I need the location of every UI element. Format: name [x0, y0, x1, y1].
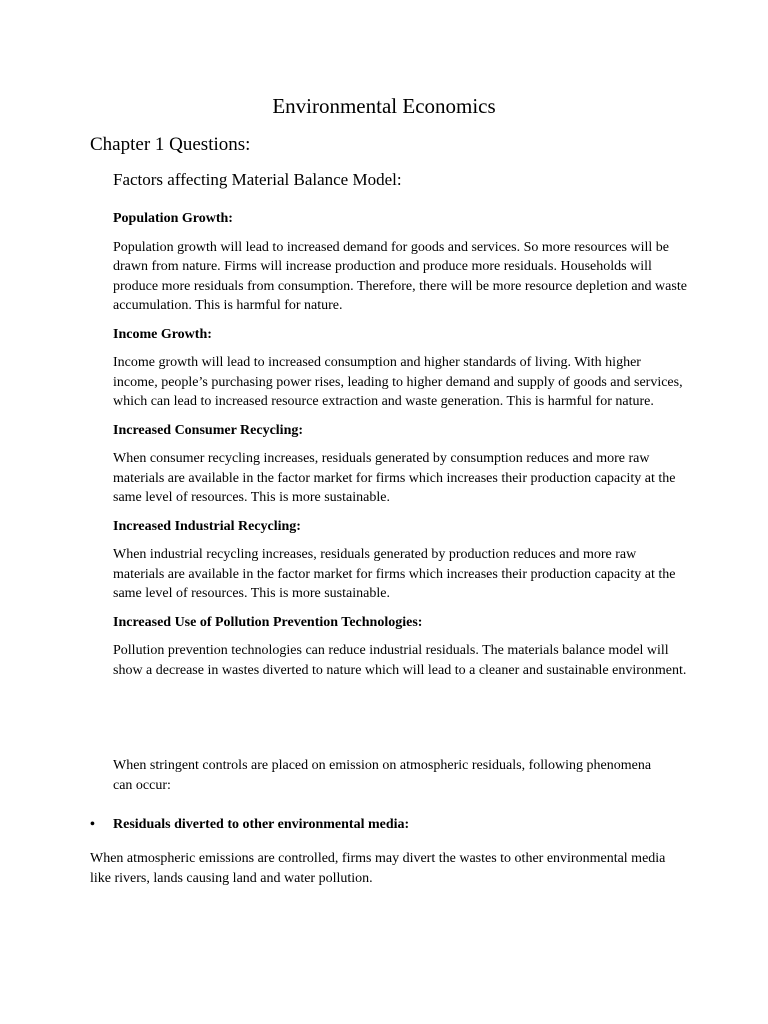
bullet-heading: Residuals diverted to other environmental media:	[113, 817, 410, 832]
chapter-heading: Chapter 1 Questions:	[90, 134, 251, 155]
factor-title: Increased Use of Pollution Prevention Technologies:	[113, 614, 423, 630]
model-heading: Factors affecting Material Balance Model:	[113, 170, 402, 189]
factor-body: Population growth will lead to increased demand for goods and services. So more resources will be drawn from nature. Firms will increase production and produce more residuals. Households will produce more residuals from consumption. Therefore, there will be more resource depletion and waste accumulation. This is harmful for nature.	[113, 239, 687, 313]
factor-body: Income growth will lead to increased consumption and higher standards of living. With higher income, people’s purchasing power rises, leading to higher demand and supply of goods and services, which can lead to increased resource extraction and waste generation. This is harmful for nature.	[113, 355, 683, 409]
controls-intro-paragraph: When stringent controls are placed on emission on atmospheric residuals, following phenomena can occur:	[113, 758, 652, 793]
factor-population-growth	[113, 209, 688, 316]
closing-paragraph: When atmospheric emissions are controlled, firms may divert the wastes to other environmental media like rivers, lands causing land and water pollution.	[90, 851, 666, 886]
factor-industrial-recycling	[113, 517, 688, 604]
factor-body: Pollution prevention technologies can reduce industrial residuals. The materials balance model will show a decrease in wastes diverted to nature which will lead to a cleaner and sustainable environment.	[113, 643, 687, 678]
factor-body: When industrial recycling increases, residuals generated by production reduces and more raw materials are available in the factor market for firms which increases their production capacity at the same level of resources. This is more sustainable.	[113, 547, 676, 601]
factor-title: Income Growth:	[113, 326, 212, 342]
factors-section	[113, 209, 688, 689]
bullet-symbol: •	[90, 817, 95, 832]
factor-body: When consumer recycling increases, residuals generated by consumption reduces and more raw materials are available in the factor market for firms which increases their production capacity at the same level of resources. This is more sustainable.	[113, 451, 676, 505]
factor-pollution-prevention	[113, 613, 688, 681]
factor-income-growth	[113, 325, 688, 412]
document-title: Environmental Economics	[272, 94, 496, 118]
factor-title: Increased Consumer Recycling:	[113, 422, 304, 438]
factor-title: Population Growth:	[113, 211, 233, 226]
factor-title: Increased Industrial Recycling:	[113, 518, 301, 534]
factor-consumer-recycling	[113, 421, 688, 508]
